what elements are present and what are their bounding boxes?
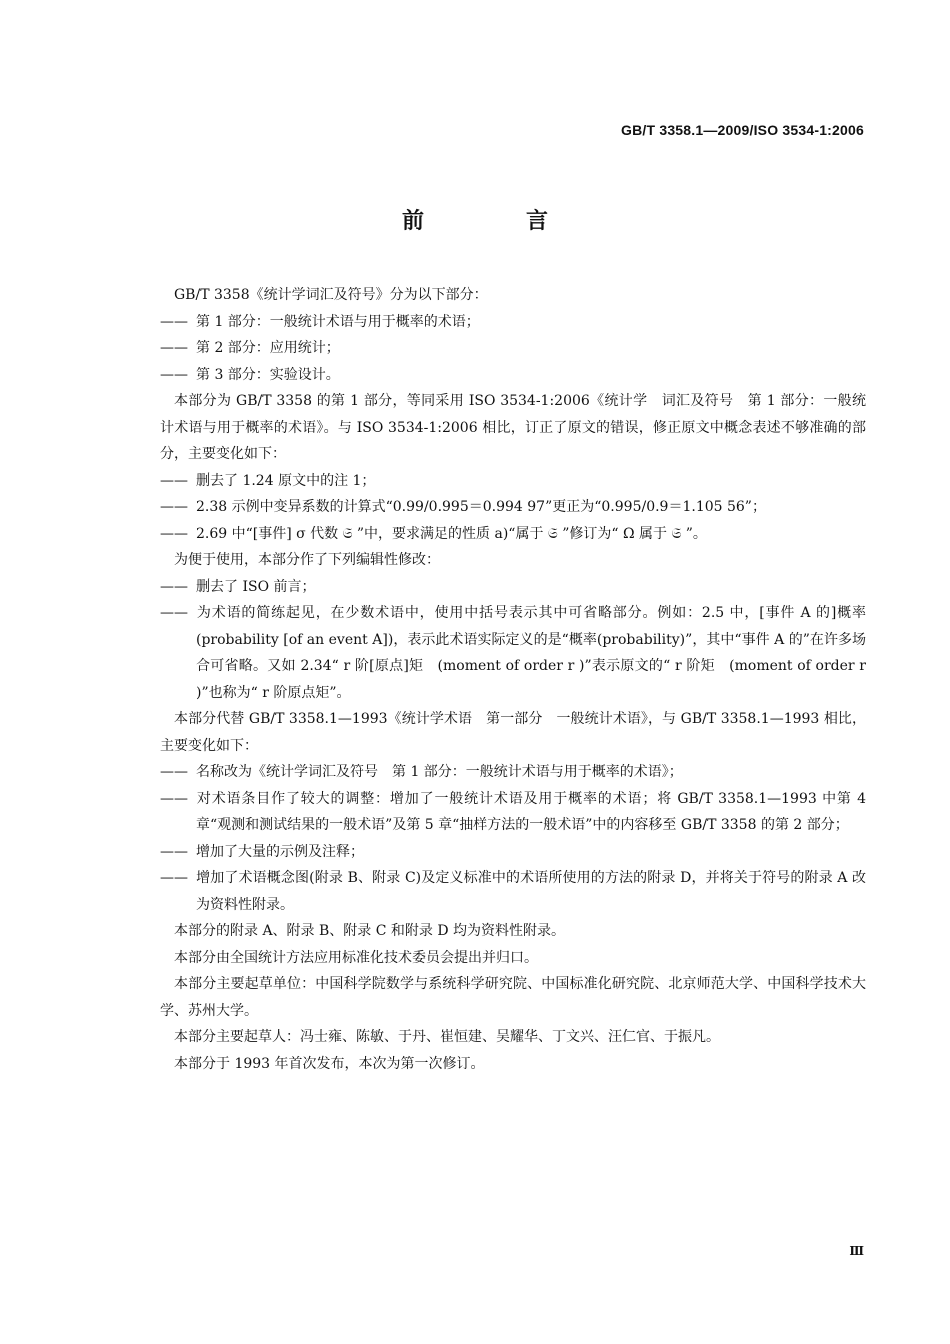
dash-list-item (160, 494, 866, 521)
body-paragraph: 本部分主要起草单位：中国科学院数学与系统科学研究院、中国标准化研究院、北京师范大学、中国科学技术大学、苏州大学。 (160, 976, 866, 1019)
body-paragraph: 本部分为 GB/T 3358 的第 1 部分，等同采用 ISO 3534-1:2006《统计学 词汇及符号 第 1 部分：一般统计术语与用于概率的术语》。与 ISO 3534-1:2006 相比，订正了原文的错误，修正原文中概念表述不够准确的部分，主要变化如下： (160, 393, 866, 462)
dash-list-item (160, 574, 866, 601)
list-item-text: 名称改为《统计学词汇及符号 第 1 部分：一般统计术语与用于概率的术语》； (196, 764, 683, 780)
list-dash: —— (160, 472, 188, 489)
dash-list-item (160, 839, 866, 866)
body-paragraph: 本部分于 1993 年首次发布，本次为第一次修订。 (174, 1055, 485, 1072)
list-dash: —— (160, 764, 188, 780)
list-dash: —— (160, 578, 188, 595)
dash-list-item (160, 786, 866, 839)
list-item-text: 为术语的简练起见，在少数术语中，使用中括号表示其中可省略部分。例如：2.5 中，[事件 A 的]概率(probability [of an event A])，表示此术语实际定义的是“概率(probability)”，其中“事件 A 的”在许多场合可省略。又如 2.34“ r 阶[原点]矩 (moment of order r )”表示原文的“ r 阶矩 (moment of order r )”也称为“ r 阶原点矩”。 (196, 605, 866, 701)
page-number: Ⅲ (849, 1244, 864, 1258)
dash-list-item (160, 335, 866, 362)
dash-list-item (160, 362, 866, 389)
dash-list-item (160, 865, 866, 918)
list-item-text: 删去了 1.24 原文中的注 1； (196, 472, 376, 489)
list-item-text: 增加了术语概念图(附录 B、附录 C)及定义标准中的术语所使用的方法的附录 D，并将关于符号的附录 A 改为资料性附录。 (196, 870, 866, 913)
page-title: 前 言 (401, 209, 588, 234)
dash-list-item (160, 309, 866, 336)
list-item-text: 2.69 中“[事件] σ 代数 𝔖 ”中，要求满足的性质 a)“属于 𝔖 ”修订为“ Ω 属于 𝔖 ”。 (196, 525, 707, 542)
dash-list-item (160, 600, 866, 706)
list-dash: —— (160, 870, 188, 886)
list-item-text: 第 2 部分：应用统计； (196, 340, 340, 356)
body-paragraph: 本部分代替 GB/T 3358.1—1993《统计学术语 第一部分 一般统计术语》，与 GB/T 3358.1—1993 相比，主要变化如下： (160, 711, 866, 754)
list-dash: —— (160, 340, 188, 356)
list-dash: —— (160, 790, 188, 807)
list-item-text: 2.38 示例中变异系数的计算式“0.99/0.995＝0.994 97”更正为“0.995/0.9＝1.105 56”； (196, 499, 766, 515)
list-item-text: 第 3 部分：实验设计。 (196, 366, 340, 383)
dash-list-item (160, 759, 866, 786)
list-item-text: 第 1 部分：一般统计术语与用于概率的术语； (196, 313, 480, 330)
body-paragraph: 本部分的附录 A、附录 B、附录 C 和附录 D 均为资料性附录。 (174, 923, 566, 939)
body-paragraph: GB/T 3358《统计学词汇及符号》分为以下部分： (174, 287, 488, 303)
list-item-text: 删去了 ISO 前言； (196, 578, 316, 595)
body-paragraph: 本部分由全国统计方法应用标准化技术委员会提出并归口。 (174, 949, 538, 966)
body-paragraph: 本部分主要起草人：冯士雍、陈敏、于丹、崔恒建、吴耀华、丁文兴、汪仁官、于振凡。 (174, 1029, 720, 1045)
list-dash: —— (160, 366, 188, 383)
document-body (160, 282, 866, 1077)
list-item-text: 对术语条目作了较大的调整：增加了一般统计术语及用于概率的术语；将 GB/T 3358.1—1993 中第 4 章“观测和测试结果的一般术语”及第 5 章“抽样方法的一般术语”中的内容移至 GB/T 3358 的第 2 部分； (196, 790, 866, 833)
list-dash: —— (160, 499, 188, 515)
list-dash: —— (160, 605, 188, 621)
dash-list-item (160, 468, 866, 495)
standard-code-header: GB/T 3358.1—2009/ISO 3534-1:2006 (621, 122, 864, 138)
list-dash: —— (160, 313, 188, 330)
list-dash: —— (160, 843, 188, 860)
dash-list-item (160, 521, 866, 548)
list-item-text: 增加了大量的示例及注释； (196, 843, 364, 860)
body-paragraph: 为便于使用，本部分作了下列编辑性修改： (174, 552, 440, 568)
list-dash: —— (160, 525, 188, 542)
